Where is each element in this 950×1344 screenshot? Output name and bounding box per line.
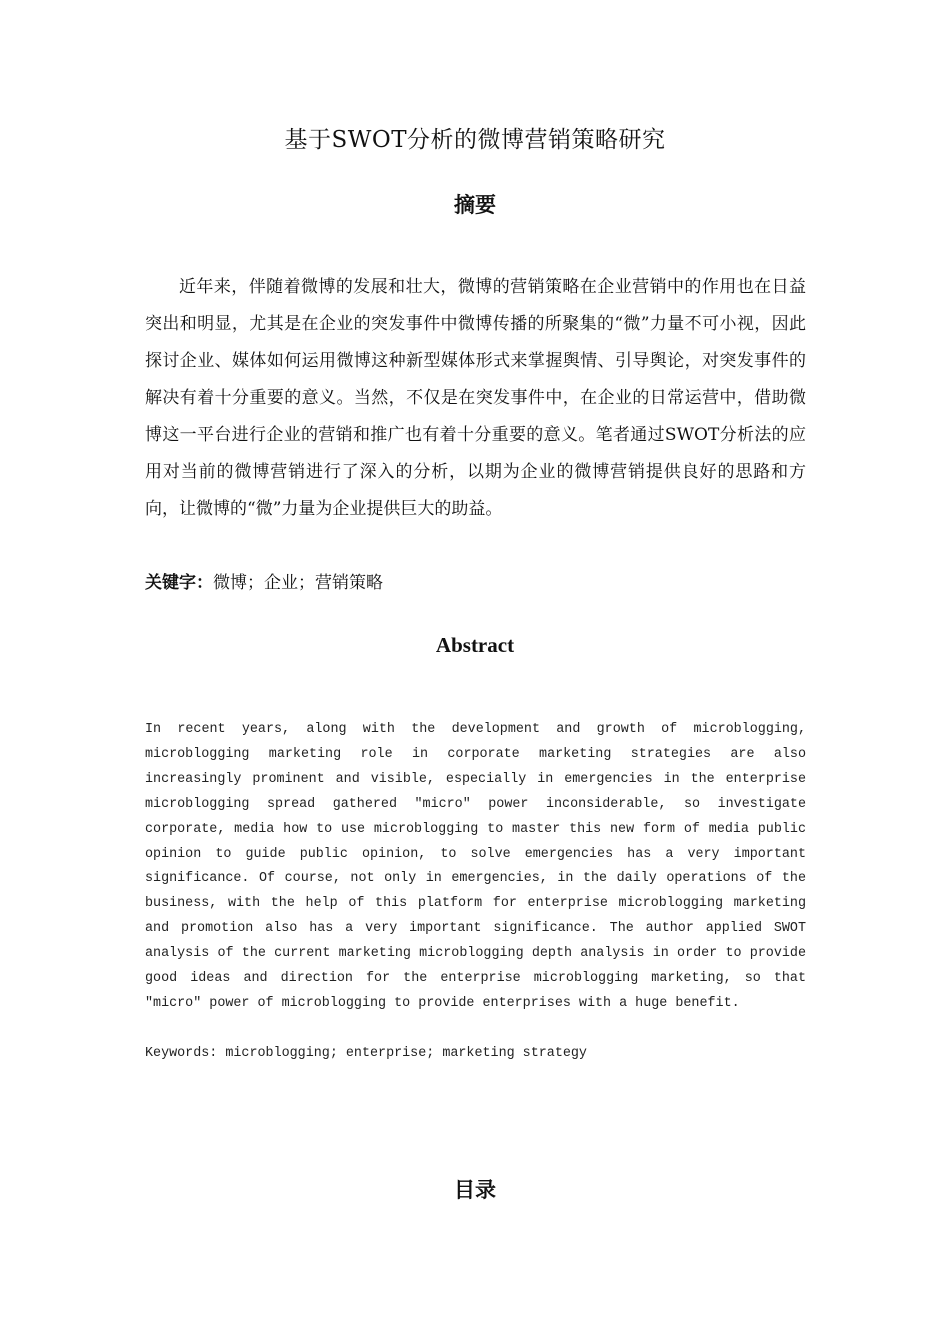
paper-title: 基于SWOT分析的微博营销策略研究	[284, 127, 666, 153]
abstract-zh-heading: 摘要	[454, 193, 496, 217]
keywords-zh-label: 关键字：	[145, 573, 213, 593]
abstract-zh-body: 近年来，伴随着微博的发展和壮大，微博的营销策略在企业营销中的作用也在日益突出和明显，尤其是在企业的突发事件中微博传播的所聚集的“微”力量不可小视，因此探讨企业、媒体如何运用微博这种新型媒体形式来掌握舆情、引导舆论，对突发事件的解决有着十分重要的意义。当然，不仅是在突发事件中，在企业的日常运营中，借助微博这一平台进行企业的营销和推广也有着十分重要的意义。笔者通过SWOT分析法的应用对当前的微博营销进行了深入的分析，以期为企业的微博营销提供良好的思路和方向，让微博的“微”力量为企业提供巨大的助益。	[145, 277, 806, 519]
keywords-zh-value: 微博；企业；营销策略	[213, 573, 383, 593]
keywords-en: Keywords: microblogging; enterprise; marketing strategy	[145, 1046, 587, 1061]
toc-heading: 目录	[454, 1178, 496, 1202]
keywords-zh	[145, 569, 806, 597]
abstract-en-heading: Abstract	[435, 633, 515, 657]
abstract-en-body: In recent years, along with the development and growth of microblogging, microblogging marketing role in corporate marketing strategies are also increasingly prominent and visible, especially in emergencies in the enterprise microblogging spread gathered "micro" power inconsiderable, so investigate corporate, media how to use microblogging to master this new form of media public opinion to guide public opinion, to solve emergencies has a very important significance. Of course, not only in emergencies, in the daily operations of the business, with the help of this platform for enterprise microblogging marketing and promotion also has a very important significance. The author applied SWOT analysis of the current marketing microblogging depth analysis in order to provide good ideas and direction for the enterprise microblogging marketing, so that "micro" power of microblogging to provide enterprises with a huge benefit.	[145, 722, 806, 1011]
